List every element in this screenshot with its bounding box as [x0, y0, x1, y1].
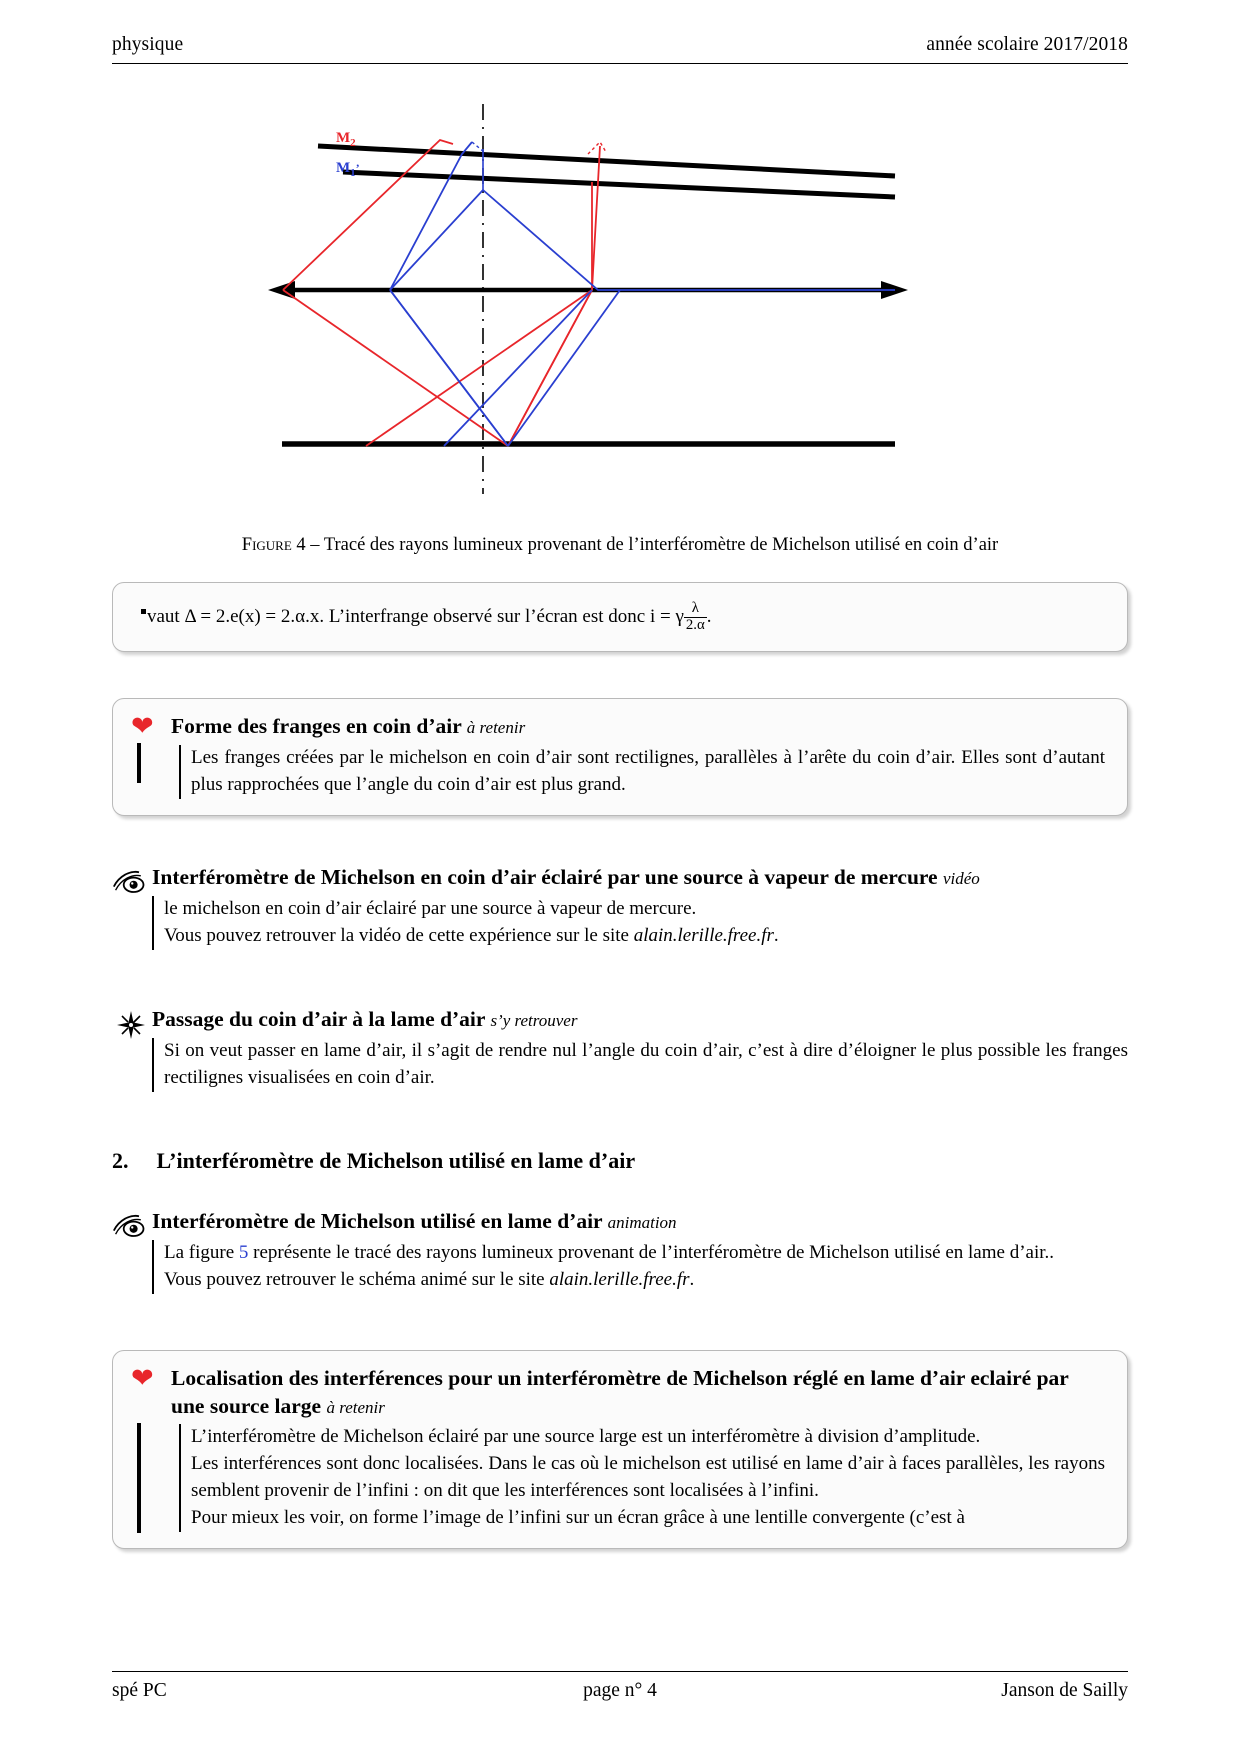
red-ray-5 [366, 290, 592, 446]
section-body [152, 896, 1128, 950]
fraction-numerator: λ [684, 601, 707, 618]
section-line-1: le michelson en coin d’air éclairé par une source à vapeur de mercure. [164, 897, 697, 919]
formula-fraction [684, 601, 707, 633]
figure-caption [112, 535, 1128, 556]
red-ray-1 [283, 140, 453, 290]
section-title-row [152, 1006, 1128, 1034]
callout-line-2: Les interférences sont donc localisées. Dans le cas où le michelson est utilisé en lame d’air à faces parallèles, les rayons semblent provenir de l’infini : on dit que les interférences sont localisées à l’infini. [191, 1453, 1105, 1502]
callout-line: Les franges créées par le michelson en coin d’air sont rectilignes, parallèles à l’arête du coin d’air. Elles sont d’autant plus rapprochées que l’angle du coin d’air est plus grand. [191, 747, 1105, 795]
callout-line-3: Pour mieux les voir, on forme l’image de l’infini sur un écran grâce à une lentille convergente (c’est à [191, 1507, 965, 1529]
numbered-section-2 [112, 1148, 1128, 1174]
footer-row [112, 1680, 1128, 1702]
callout-title: Localisation des interférences pour un interféromètre de Michelson réglé en lame d’air eclairé par une source large [171, 1365, 1069, 1418]
section-line-2-suffix: . [773, 924, 779, 946]
formula-text-after: . [706, 605, 712, 627]
callout-kind: à retenir [466, 718, 526, 738]
section-line-2-prefix: Vous pouvez retrouver la vidéo de cette expérience sur le site [164, 924, 634, 946]
blue-ray-5 [483, 190, 895, 290]
blue-ray-4 [508, 290, 620, 446]
callout-forme-des-franges [112, 698, 1128, 816]
section-kind: vidéo [942, 868, 980, 888]
red-dashed-1 [588, 142, 606, 154]
page-footer [112, 1671, 1128, 1702]
section-title: Passage du coin d’air à la lame d’air [152, 1006, 486, 1031]
section-number: 2. [112, 1147, 129, 1173]
section-line-2 [164, 923, 1128, 950]
header-left: physique [112, 34, 184, 55]
footer-right: Janson de Sailly [1001, 1680, 1128, 1701]
blue-ray-3 [390, 290, 508, 446]
section-title: Interféromètre de Michelson utilisé en lame d’air [152, 1208, 603, 1233]
section-line-1: Si on veut passer en lame d’air, il s’agit de rendre nul l’angle du coin d’air, c’est à dire d’éloigner le plus possible les franges rectilignes visualisées en coin d’air. [164, 1039, 1128, 1088]
section-line-1 [164, 1240, 1128, 1267]
figure-4 [112, 94, 1128, 556]
blue-ray-6 [390, 190, 483, 290]
figure-label: Figure 4 [241, 535, 306, 555]
callout-kind: à retenir [326, 1397, 385, 1417]
section-kind: animation [607, 1212, 677, 1232]
compass-icon [116, 1010, 146, 1040]
section-line-2-suffix: . [689, 1268, 695, 1290]
heart-icon: ❤ [131, 711, 154, 742]
callout-title-row [171, 713, 1105, 741]
section-passage-lame-dair [112, 1006, 1128, 1092]
line-1-b: représente le tracé des rayons lumineux provenant de l’interféromètre de Michelson utilisé en lame d’air.. [248, 1241, 1055, 1263]
callout-body [179, 1424, 1105, 1532]
mirror-m2-line [318, 146, 895, 176]
footer-left: spé PC [112, 1680, 167, 1701]
formula-text-before: vaut Δ = 2.e(x) = 2.α.x. L’interfrange observé sur l’écran est donc i = γ [147, 605, 684, 627]
callout-rule [137, 743, 141, 783]
callout-body [179, 745, 1105, 799]
section-video-coin-dair [112, 864, 1128, 950]
footer-rule [112, 1671, 1128, 1672]
section-animation-lame-dair [112, 1208, 1128, 1294]
heart-icon: ❤ [131, 1362, 154, 1393]
callout-line-1: L’interféromètre de Michelson éclairé par une source large est un interféromètre à division d’amplitude. [191, 1426, 981, 1448]
section-title-row [152, 1208, 1128, 1236]
section-line-2-site: alain.lerille.free.fr [633, 924, 774, 946]
section-body [152, 1240, 1128, 1294]
bullet-square-icon [141, 609, 146, 614]
eye-icon [112, 1210, 148, 1244]
callout-localisation-interferences [112, 1350, 1128, 1550]
line-1-a: La figure [164, 1241, 239, 1263]
figure-caption-text: Tracé des rayons lumineux provenant de l’interféromètre de Michelson utilisé en coin d’air [323, 535, 999, 555]
callout-title: Forme des franges en coin d’air [171, 714, 462, 739]
label-m2: $M_2$ [336, 130, 356, 149]
page-header [112, 0, 1128, 56]
mirror-m1-line [343, 172, 895, 197]
section-title: Interféromètre de Michelson en coin d’air éclairé par une source à vapeur de mercure [152, 864, 938, 889]
figure-dash: – [310, 535, 320, 555]
figure-reference-link[interactable]: 5 [238, 1241, 249, 1263]
label-m1: $M_1^’$ [336, 160, 360, 179]
red-ray-2 [283, 290, 508, 446]
section-kind: s’y retrouver [490, 1010, 578, 1030]
eye-icon [112, 866, 148, 900]
blue-ray-8 [444, 290, 592, 446]
section-line-2-site: alain.lerille.free.fr [549, 1268, 690, 1290]
section-line-2-prefix: Vous pouvez retrouver le schéma animé sur le site [164, 1268, 550, 1290]
section-title-row [152, 864, 1128, 892]
michelson-ray-diagram [240, 94, 1000, 514]
callout-rule [137, 1423, 141, 1533]
fraction-denominator: 2.α [685, 616, 705, 633]
footer-page-number: page n° 4 [583, 1680, 657, 1701]
callout-title-row [171, 1365, 1105, 1421]
section-heading: L’interféromètre de Michelson utilisé en lame d’air [156, 1147, 636, 1173]
header-rule [112, 63, 1128, 64]
section-line-2 [164, 1267, 1128, 1294]
header-right: année scolaire 2017/2018 [926, 34, 1128, 55]
section-body [152, 1038, 1128, 1092]
formula-box [112, 582, 1128, 652]
red-ray-4 [508, 290, 592, 446]
